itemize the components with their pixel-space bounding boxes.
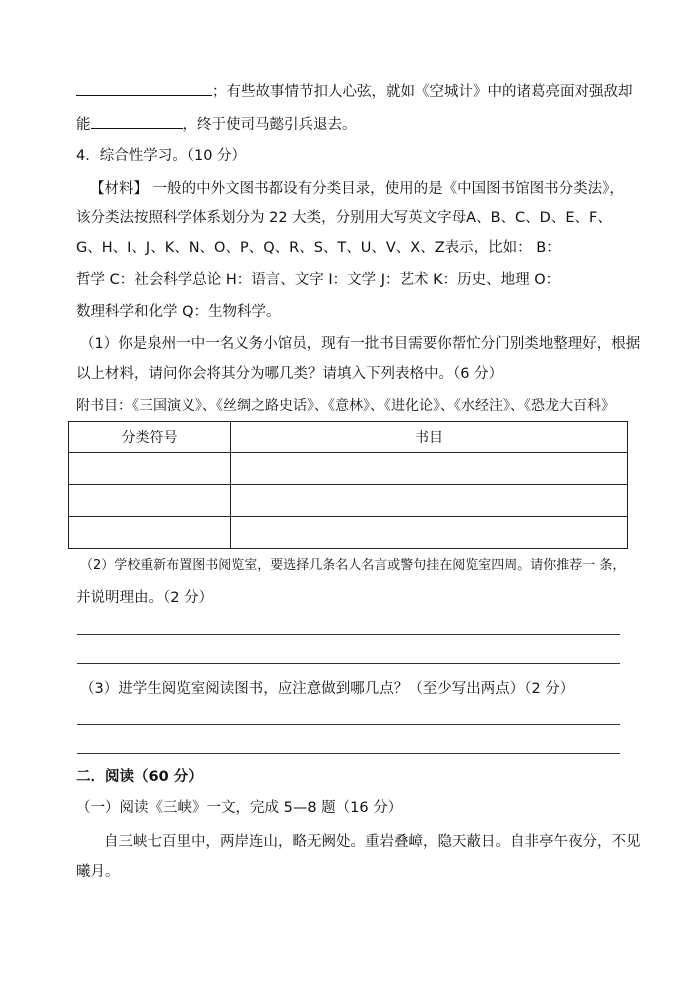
table-row [69,485,628,517]
text: 一般的中外文图书都设有分类目录，使用的是《中国图书馆图书分类法》， [152,181,624,197]
answer-line[interactable] [77,753,620,754]
fill-in-line-1 [76,80,633,102]
classification-table [68,421,628,549]
subquestion-3-line: （3）进学生阅览室阅读图书，应注意做到哪几点？（至少写出两点）（2 分） [80,681,575,697]
book-list: 附书目：《三国演义》、《丝绸之路史话》、《意林》、《进化论》、《水经注》、《恐龙大百科》 [76,398,615,414]
answer-blank[interactable] [76,80,212,96]
material-paragraph-line: 哲学 C：社会科学总论 H：语言、文字 I：文学 J：艺术 K：历史、地理 O： [76,272,561,288]
answer-blank[interactable] [91,113,183,129]
text: ，终于使司马懿引兵退去。 [182,117,357,133]
table-cell[interactable] [69,453,231,485]
table-cell[interactable] [231,485,628,517]
table-cell[interactable] [231,453,628,485]
answer-line[interactable] [77,663,620,664]
table-row [69,453,628,485]
subquestion-2-line: 并说明理由。（2 分） [76,590,214,606]
subquestion-1-line: 以上材料，请问你会将其分为哪几类？请填入下列表格中。（6 分） [76,366,504,382]
material-paragraph-line [90,179,624,199]
question-4-heading: 4．综合性学习。（10 分） [76,148,247,164]
text: 能 [76,117,91,133]
table-header-row [69,422,628,453]
passage-line: 自三峡七百里中，两岸连山，略无阙处。重岩叠嶂，隐天蔽日。自非亭午夜分，不见 [104,834,641,850]
material-paragraph-line: 该分类法按照科学体系划分为 22 大类，分别用大写英文字母A、B、C、D、E、F、 [76,210,612,226]
answer-line[interactable] [77,724,620,725]
section-heading: 二．阅读（60 分） [76,769,203,785]
subquestion-2-line: （2）学校重新布置图书阅览室，要选择几条名人名言或警句挂在阅览室四周。请你推荐一 条， [80,558,626,573]
table-cell[interactable] [231,517,628,549]
passage-line: 曦月。 [76,864,120,880]
table-header-cell: 分类符号 [69,422,231,453]
reading-intro: （一）阅读《三峡》一文，完成 5—8 题（16 分） [76,800,403,816]
material-paragraph-line: G、H、I、J、K、N、O、P、Q、R、S、T、U、V、X、Z表示，比如： B： [76,240,561,256]
material-label: 【材料】 [90,181,148,197]
answer-line[interactable] [77,634,620,635]
material-paragraph-line: 数理科学和化学 Q：生物科学。 [76,304,281,320]
table-header-cell: 书目 [231,422,628,453]
table-cell[interactable] [69,485,231,517]
fill-in-line-2 [76,113,357,135]
subquestion-1-line: （1）你是泉州一中一名义务小馆员，现有一批书目需要你帮忙分门别类地整理好，根据 [80,336,641,352]
table-row [69,517,628,549]
text: ；有些故事情节扣人心弦，就如《空城计》中的诸葛亮面对强敌却 [212,84,633,100]
table-cell[interactable] [69,517,231,549]
